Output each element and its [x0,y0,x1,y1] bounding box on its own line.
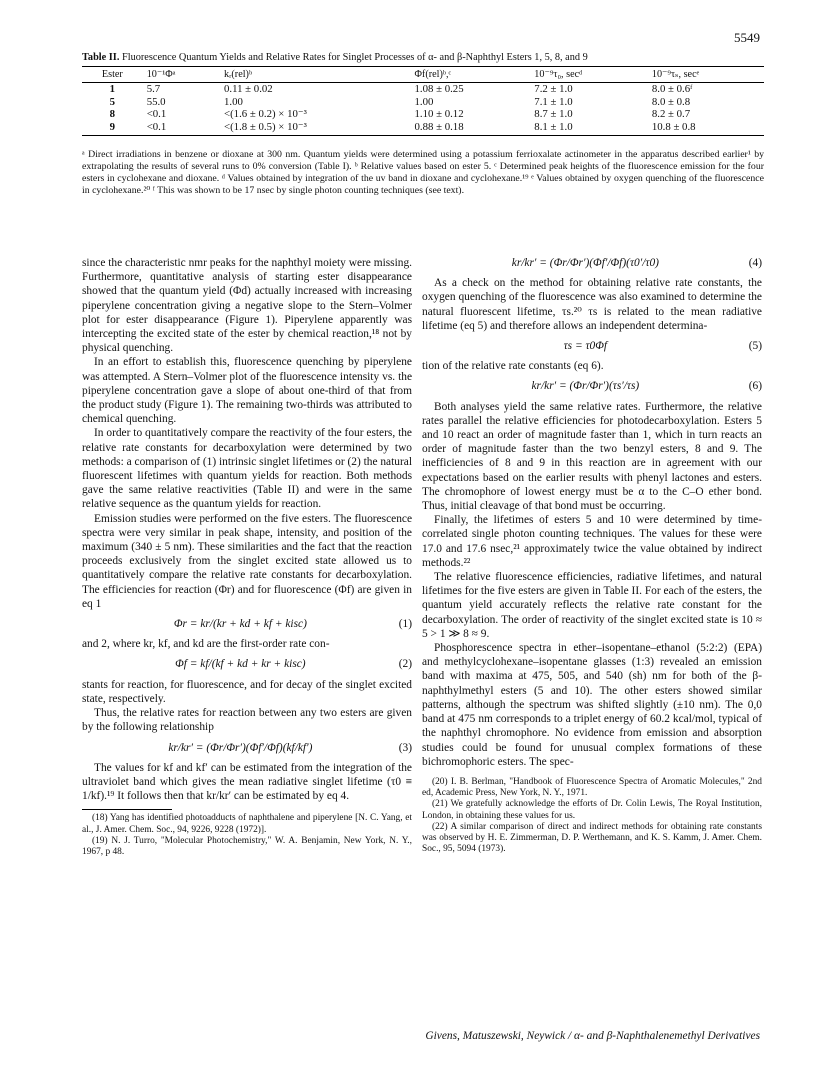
col-header: Ester [82,67,143,83]
equation-2 [82,657,412,671]
paragraph: The relative fluorescence efficiencies, radiative lifetimes, and natural lifetimes for the five esters are given in Table II. For each of the esters, the quantum yield accurately reflects the relative rate constant for the decarboxylation. The order of reactivity of the singlet excited state is 10 ≈ 5 > 1 ≫ 8 ≈ 9. [422,571,762,640]
equation-body: kr/kr′ = (Φr/Φr′)(τs′/τs) [531,380,640,393]
table-cell: 0.88 ± 0.18 [410,121,530,136]
table-cell: 7.1 ± 1.0 [534,95,573,108]
table-cell: 9 [82,121,143,136]
paragraph: Phosphorescence spectra in ether–isopentane–ethanol (5:2:2) (EPA) and methylcyclohexane–isopentane glasses (1:3) revealed an emission band with maxima at 475, 505, and 540 (sh) nm for both of the β-naphthylmethyl esters (5 and 10). The other esters showed similar patterns, although the spectrum was shifted slightly (±10 nm). The 0,0 band at 475 nm corresponds to a triplet energy of 60.2 kcal/mol, typical of the naphthyl chromophore. No evidence from emission and absorption studies could be found for unusual complex formations of these bichromophoric esters. The spec- [422,642,762,768]
table-footnote: ᵃ Direct irradiations in benzene or dioxane at 300 nm. Quantum yields were determined using a potassium ferrioxalate actinometer in the apparatus described earlier¹ by extrapolating the results of several runs to 0% conversion (Table I). ᵇ Relative values based on ester 5. ᶜ Determined peak heights of the fluorescence emission for the four esters in cyclohexane and dioxane. ᵈ Values obtained by integration of the uv band in dioxane and cyclohexane.¹⁹ ᵉ Values obtained by oxygen quenching of the fluorescence in cyclohexane.²⁰ ᶠ This was shown to be 17 nsec by single photon counting techniques (see text). [82,149,764,196]
paragraph: Finally, the lifetimes of esters 5 and 10 were determined by time-correlated single photon counting techniques. The values for these were 17.0 and 17.6 nsec,²¹ approximately twice the value obtained by indirect methods.²² [422,514,762,569]
table-cell: <(1.8 ± 0.5) × 10⁻³ [220,121,411,136]
footnotes [422,777,762,855]
left-column [82,256,412,858]
table-caption [82,52,762,63]
table-row [82,108,764,121]
table-cell: 8.2 ± 0.7 [651,108,691,120]
table-header-row [82,67,764,83]
table-row [82,121,764,136]
table-cell: 55.0 [146,95,166,108]
paragraph: and 2, where kr, kf, and kd are the first-order rate con- [82,638,330,651]
paragraph: since the characteristic nmr peaks for the naphthyl moiety were missing. Furthermore, quantitative analysis of starting ester disappearance showed that the quantum yield (Φd) actually increased with increasing piperylene concentration giving a negative slope to the Stern–Volmer plot for ester disappearance (Figure 1). Piperylene apparently was intercepting the excited state of the ester by chemical reaction,¹⁸ not by physical quenching. [82,257,412,355]
footnote-divider [82,809,172,810]
table-label: Table II. [82,52,120,63]
equation-1 [82,617,412,631]
footnote: (19) N. J. Turro, "Molecular Photochemistry," W. A. Benjamin, New York, N. Y., 1967, p 48. [82,835,412,857]
paragraph: Thus, the relative rates for reaction between any two esters are given by the following relationship [82,707,412,734]
table-cell: 8 [109,108,116,120]
table-cell: 7.2 ± 1.0 [534,83,573,95]
col-header: Φf(rel)ᵇ,ᶜ [410,67,530,83]
equation-number: (2) [398,658,412,671]
equation-body: kr/kr′ = (Φr/Φr′)(Φf′/Φf)(kf/kf′) [168,741,313,754]
equation-body: Φf = kf/(kf + kd + kr + kisc) [175,658,306,671]
paragraph: In order to quantitatively compare the reactivity of the four esters, the relative rate constants for decarboxylation were determined by two methods: a comparison of (1) intrinsic singlet lifetimes or (2) the natural fluorescent lifetimes with quantum yields for reaction. Both methods gave the same relative reactivities (Table II) and were in the same relative sequence as the quantum yields for reaction. [82,427,412,511]
table-cell: 8.0 ± 0.8 [651,95,691,108]
table-cell: <0.1 [143,121,220,136]
paragraph: In an effort to establish this, fluorescence quenching by piperylene was attempted. A Stern–Volmer plot of the fluorescence intensity vs. the piperylene concentration gave a slope of about one-third of that from the product study (Figure 1). The remaining two-thirds was attributed to chemical quenching. [82,356,412,426]
equation-number: (3) [398,741,412,754]
equation-number: (5) [748,340,762,353]
equation-body: Φr = kr/(kr + kd + kf + kisc) [173,618,307,631]
table-cell: 8.1 ± 1.0 [530,121,648,136]
right-column [422,256,762,855]
table-cell: 5 [109,95,116,108]
footnote: (22) A similar comparison of direct and indirect methods for obtaining rate constants was observed by H. E. Zimmerman, D. P. Werthemann, and K. S. Kamm, J. Amer. Chem. Soc., 95, 5094 (1973). [422,821,762,855]
page-number: 5549 [734,30,760,45]
running-footer: Givens, Matuszewski, Neywick / α- and β-Naphthalenemethyl Derivatives [425,1030,760,1042]
data-table [82,66,764,136]
equation-3 [82,741,412,755]
table-cell: <(1.6 ± 0.2) × 10⁻³ [223,108,307,120]
col-header: 10⁻⁹τ₀, secᵈ [530,67,648,83]
paragraph: Both analyses yield the same relative rates. Furthermore, the relative rates parallel the relative efficiencies for photodecarboxylation. Esters 5 and 10 react an order of magnitude faster than 1, which in turn reacts an order of magnitude faster than the two benzyl esters, 8 and 9. The inefficiencies of 8 and 9 in this reaction are in agreement with our expectations based on the earlier results with phenyl lactones and esters. The chromophore of lowest energy must be α to the C–O ether bond. Thus, initial cleavage of that bond must be occurring. [422,400,762,513]
equation-body: kr/kr′ = (Φr/Φr′)(Φf′/Φf)(τ0′/τ0) [511,257,659,269]
col-header: 10⁻⁹τₛ, secᵉ [648,67,764,83]
paragraph: tion of the relative rate constants (eq 6). [422,360,604,373]
equation-body: τs = τ0Φf [563,340,608,353]
table-cell: 10.8 ± 0.8 [648,121,764,136]
col-header: kᵣ(rel)ᵇ [220,67,411,83]
table-cell: 8.0 ± 0.6ᶠ [651,83,693,95]
col-header: 10⁻¹Φᵃ [143,67,220,83]
table-cell: 0.11 ± 0.02 [223,83,273,95]
equation-4 [422,256,762,270]
table-cell: 1.00 [223,95,243,108]
equation-number: (6) [748,380,762,393]
table-row [82,96,764,109]
footnotes [82,813,412,858]
equation-number: (1) [398,618,412,631]
table-title: Fluorescence Quantum Yields and Relative Rates for Singlet Processes of α- and β-Naphthyl Esters 1, 5, 8, and 9 [121,52,588,63]
footnote: (21) We gratefully acknowledge the efforts of Dr. Colin Lewis, The Royal Institution, London, in obtaining these values for us. [422,799,762,821]
footnote: (18) Yang has identified photoadducts of naphthalene and piperylene [N. C. Yang, et al., J. Amer. Chem. Soc., 94, 9226, 9228 (1972)]. [82,813,412,835]
equation-6 [422,379,762,393]
table-cell: 1.10 ± 0.12 [414,108,464,120]
table-cell: 8.7 ± 1.0 [534,108,573,120]
table-cell: 5.7 [146,83,161,95]
paragraph: As a check on the method for obtaining relative rate constants, the oxygen quenching of the fluorescence was also examined to determine the natural fluorescent lifetime, τs.²⁰ τs is related to the mean radiative lifetime (eq 5) and therefore allows an independent determina- [422,277,762,332]
table-cell: 1 [109,83,116,95]
footnote: (20) I. B. Berlman, "Handbook of Fluorescence Spectra of Aromatic Molecules," 2nd ed, Academic Press, New York, N. Y., 1971. [422,776,762,799]
table-cell: <0.1 [146,108,167,120]
table-row [82,83,764,96]
table-cell: 1.00 [414,95,434,108]
equation-5 [422,339,762,353]
table-cell: 1.08 ± 0.25 [414,83,464,95]
equation-number: (4) [748,257,762,269]
paragraph: Emission studies were performed on the five esters. The fluorescence spectra were very similar in peak shape, intensity, and position of the maximum (340 ± 5 nm). These similarities and the fact that the reaction proceeds exclusively from the singlet excited state allowed us to quantitatively compare the relative rate constants for decarboxylation. The efficiencies for reaction (Φr) and for fluorescence (Φf) are given in eq 1 [82,512,412,610]
paragraph: stants for reaction, for fluorescence, and for decay of the singlet excited state, respectively. [82,678,412,705]
paragraph: The values for kf and kf′ can be estimated from the integration of the ultraviolet band which gives the mean radiative singlet lifetime (τ0 ≡ 1/kf).¹⁹ It follows then that kr/kr′ can be estimated by eq 4. [82,761,412,803]
